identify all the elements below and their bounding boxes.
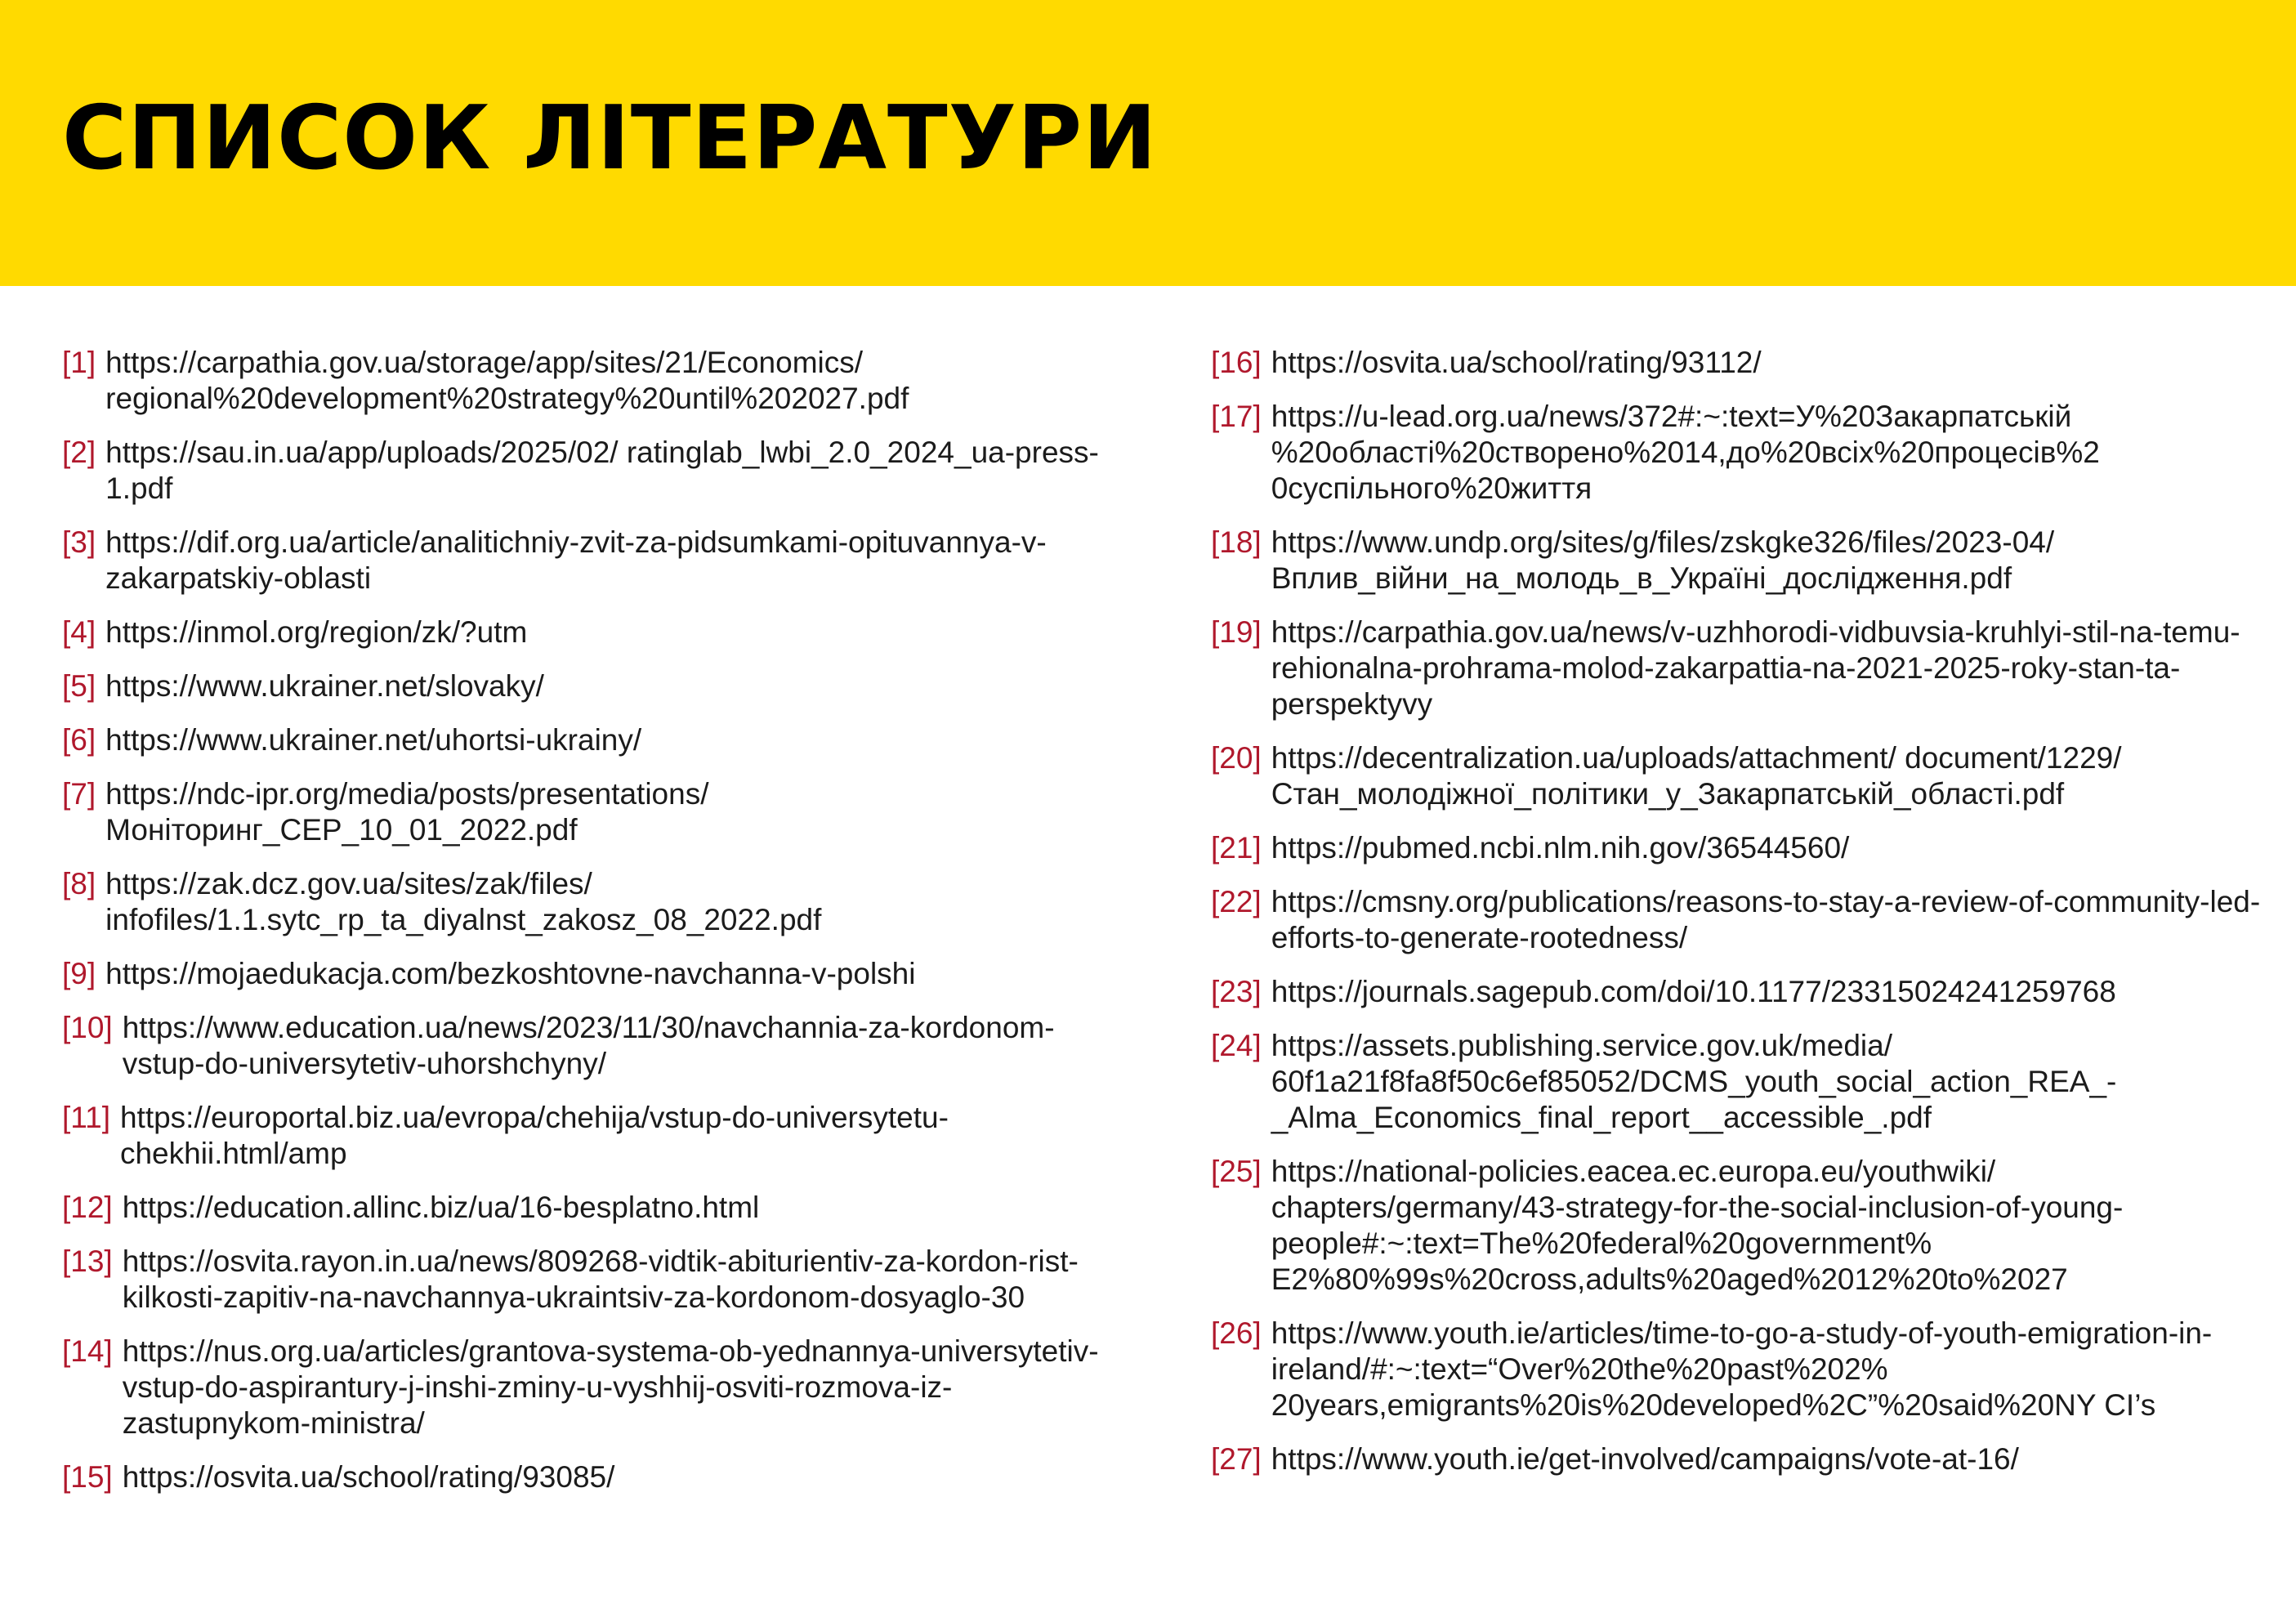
page-title: СПИСОК ЛІТЕРАТУРИ (62, 87, 1158, 190)
reference-item (62, 525, 1116, 597)
reference-link[interactable]: https://sau.in.ua/app/uploads/2025/02/ ratinglab_lwbi_2.0_2024_ua-press-1.pdf (105, 436, 1099, 505)
reference-link[interactable]: https://www.undp.org/sites/g/files/zskgke326/files/2023-04/ Вплив_війни_на_молодь_в_Україні_дослідження.pdf (1271, 525, 2055, 595)
reference-number: [5] (62, 669, 96, 703)
reference-link[interactable]: https://decentralization.ua/uploads/attachment/ document/1229/ Стан_молодіжної_політики_у_Закарпатській_області.pdf (1271, 741, 2122, 811)
reference-item (1211, 345, 2273, 381)
reference-number: [11] (62, 1101, 110, 1134)
reference-number: [25] (1211, 1155, 1262, 1188)
reference-item (1211, 614, 2273, 722)
reference-link[interactable]: https://www.ukrainer.net/uhortsi-ukrainy/ (105, 723, 642, 757)
reference-link[interactable]: https://education.allinc.biz/ua/16-besplatno.html (122, 1191, 760, 1224)
reference-item (62, 1010, 1116, 1082)
reference-link[interactable]: https://assets.publishing.service.gov.uk/media/ 60f1a21f8fa8f50c6ef85052/DCMS_youth_social_action_REA_-_Alma_Economics_final_report__accessible_.pdf (1271, 1029, 2117, 1134)
reference-number: [26] (1211, 1316, 1262, 1350)
reference-link[interactable]: https://carpathia.gov.ua/news/v-uzhhorodi-vidbuvsia-kruhlyi-stil-na-temu-rehionalna-prohrama-molod-zakarpattia-na-2021-2025-roky-stan-ta-perspektyvy (1271, 615, 2240, 721)
reference-link[interactable]: https://u-lead.org.ua/news/372#:~:text=У%20Закарпатській %20області%20створено%2014,до%20всіх%20процесів%2 0суспільного%20життя (1271, 400, 2100, 505)
reference-number: [9] (62, 957, 96, 990)
reference-link[interactable]: https://osvita.rayon.in.ua/news/809268-vidtik-abiturientiv-za-kordon-rist-kilkosti-zapitiv-na-navchannya-ukraintsiv-za-kordonom-dosyaglo-30 (122, 1244, 1079, 1314)
reference-number: [23] (1211, 975, 1262, 1008)
reference-item (62, 1244, 1116, 1316)
reference-link[interactable]: https://osvita.ua/school/rating/93112/ (1271, 346, 1762, 379)
reference-link[interactable]: https://osvita.ua/school/rating/93085/ (122, 1460, 615, 1494)
reference-link[interactable]: https://www.youth.ie/articles/time-to-go-a-study-of-youth-emigration-in-ireland/#:~:text=“Over%20the%20past%202% 20years,emigrants%20is%20developed%2C”%20said%20NY CI’s (1271, 1316, 2213, 1422)
reference-link[interactable]: https://inmol.org/region/zk/?utm (105, 615, 528, 649)
reference-number: [3] (62, 525, 96, 559)
reference-number: [7] (62, 777, 96, 811)
reference-number: [22] (1211, 885, 1262, 918)
reference-item (1211, 1441, 2273, 1477)
reference-link[interactable]: https://dif.org.ua/article/analitichniy-zvit-za-pidsumkami-opituvannya-v-zakarpatskiy-oblasti (105, 525, 1047, 595)
reference-link[interactable]: https://www.ukrainer.net/slovaky/ (105, 669, 544, 703)
reference-item (62, 1190, 1116, 1226)
reference-item (1211, 1316, 2273, 1423)
reference-item (62, 722, 1116, 758)
reference-link[interactable]: https://carpathia.gov.ua/storage/app/sites/21/Economics/ regional%20development%20strategy%20until%202027.pdf (105, 346, 909, 415)
reference-item (62, 1334, 1116, 1441)
reference-item (62, 866, 1116, 938)
reference-link[interactable]: https://nus.org.ua/articles/grantova-systema-ob-yednannya-universytetiv-vstup-do-aspirantury-j-inshi-zminy-u-vyshhij-osviti-rozmova-iz-zastupnykom-ministra/ (122, 1334, 1099, 1440)
reference-number: [19] (1211, 615, 1262, 649)
reference-number: [24] (1211, 1029, 1262, 1062)
reference-link[interactable]: https://www.youth.ie/get-involved/campaigns/vote-at-16/ (1271, 1442, 2019, 1476)
reference-number: [14] (62, 1334, 113, 1368)
references-right-column (1211, 345, 2273, 1495)
reference-item (1211, 525, 2273, 597)
reference-number: [15] (62, 1460, 113, 1494)
reference-number: [13] (62, 1244, 113, 1278)
reference-number: [6] (62, 723, 96, 757)
reference-link[interactable]: https://ndc-ipr.org/media/posts/presentations/ Моніторинг_СЕР_10_01_2022.pdf (105, 777, 709, 847)
reference-item (1211, 740, 2273, 812)
reference-item (1211, 974, 2273, 1010)
header-band (0, 0, 2296, 286)
reference-number: [27] (1211, 1442, 1262, 1476)
reference-link[interactable]: https://national-policies.eacea.ec.europa.eu/youthwiki/ chapters/germany/43-strategy-for-the-social-inclusion-of-young-people#:~:text=The%20federal%20government% E2%80%99s%20cross,adults%20aged%2012%20to%2027 (1271, 1155, 2124, 1296)
reference-link[interactable]: https://cmsny.org/publications/reasons-to-stay-a-review-of-community-led-efforts-to-generate-rootedness/ (1271, 885, 2261, 954)
reference-item (1211, 399, 2273, 507)
reference-number: [16] (1211, 346, 1262, 379)
reference-item (62, 1100, 1116, 1172)
reference-link[interactable]: https://www.education.ua/news/2023/11/30/navchannia-za-kordonom-vstup-do-universytetiv-uhorshchyny/ (122, 1011, 1055, 1080)
reference-item (1211, 1154, 2273, 1298)
reference-link[interactable]: https://zak.dcz.gov.ua/sites/zak/files/ infofiles/1.1.sytc_rp_ta_diyalnst_zakosz_08_2022.pdf (105, 867, 822, 936)
reference-number: [12] (62, 1191, 113, 1224)
reference-link[interactable]: https://pubmed.ncbi.nlm.nih.gov/36544560/ (1271, 831, 1850, 865)
reference-number: [1] (62, 346, 96, 379)
reference-link[interactable]: https://journals.sagepub.com/doi/10.1177/23315024241259768 (1271, 975, 2116, 1008)
references-left-column (62, 345, 1116, 1513)
reference-item (62, 668, 1116, 704)
reference-item (62, 614, 1116, 650)
reference-number: [20] (1211, 741, 1262, 775)
reference-item (1211, 884, 2273, 956)
reference-item (62, 776, 1116, 848)
reference-item (62, 956, 1116, 992)
reference-link[interactable]: https://europortal.biz.ua/evropa/chehija/vstup-do-universytetu-chekhii.html/amp (119, 1101, 949, 1170)
reference-number: [8] (62, 867, 96, 900)
reference-item (62, 1459, 1116, 1495)
reference-number: [17] (1211, 400, 1262, 433)
reference-number: [18] (1211, 525, 1262, 559)
reference-item (62, 345, 1116, 417)
reference-number: [21] (1211, 831, 1262, 865)
reference-item (1211, 830, 2273, 866)
reference-number: [10] (62, 1011, 113, 1044)
reference-number: [2] (62, 436, 96, 469)
reference-link[interactable]: https://mojaedukacja.com/bezkoshtovne-navchanna-v-polshi (105, 957, 916, 990)
reference-number: [4] (62, 615, 96, 649)
reference-item (62, 435, 1116, 507)
reference-item (1211, 1028, 2273, 1136)
